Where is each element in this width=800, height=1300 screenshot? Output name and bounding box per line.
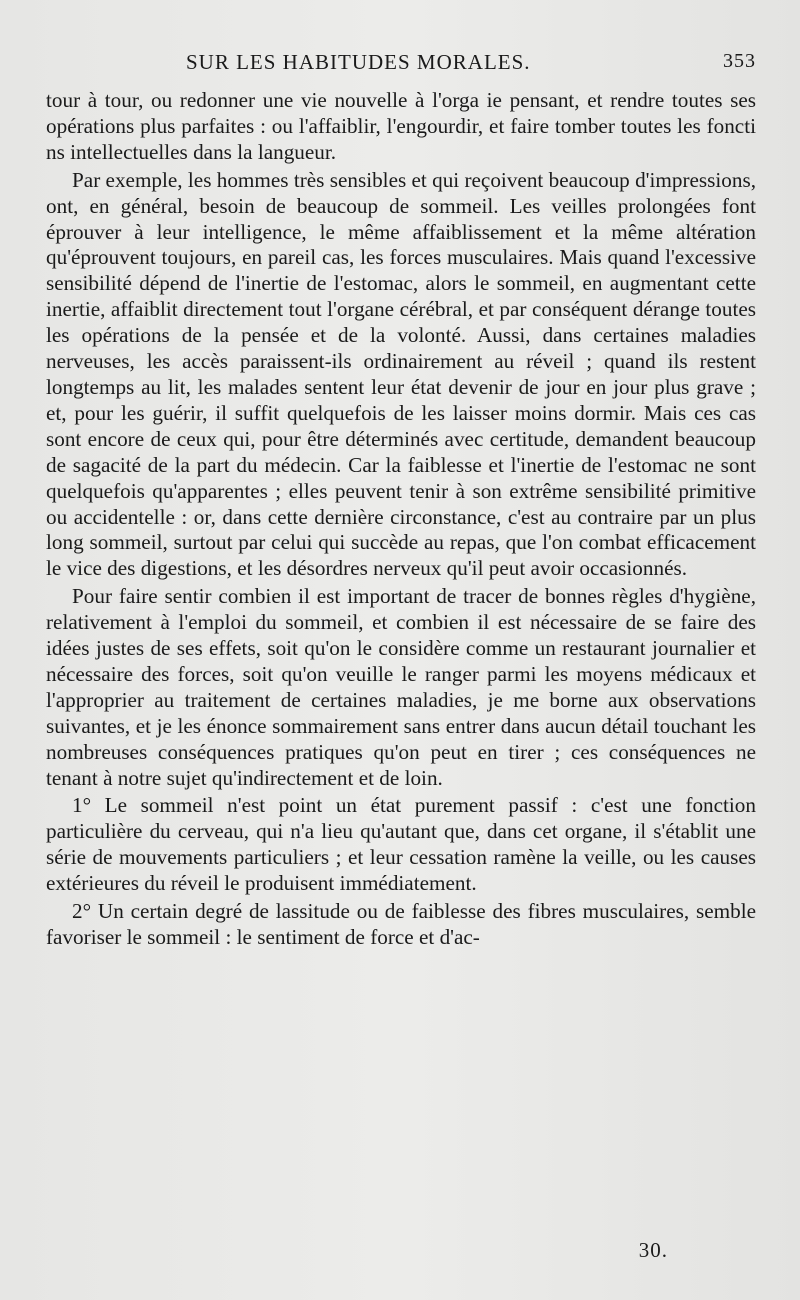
page-number: 353 bbox=[723, 50, 756, 72]
signature-mark: 30. bbox=[638, 1238, 668, 1262]
paragraph-item-2: 2° Un certain degré de lassitude ou de faiblesse des fibres musculaires, semble favoriser le sommeil : le sentiment de force et d'ac- bbox=[46, 899, 756, 949]
paragraph-continuation: tour à tour, ou redonner une vie nouvelle à l'orga ie pensant, et rendre toutes ses opérations plus parfaites : ou l'affaiblir, l'engourdir, et faire tomber toutes les foncti ns intellectuelles dans la langueur. bbox=[46, 88, 756, 164]
running-head bbox=[46, 50, 756, 88]
body-text bbox=[46, 88, 756, 951]
running-title: SUR LES HABITUDES MORALES. bbox=[186, 50, 531, 74]
paragraph: Par exemple, les hommes très sensibles et qui reçoivent beaucoup d'impressions, ont, en général, besoin de beaucoup de sommeil. Les veilles prolongées font éprouver à leur intelligence, le même affaiblissement et la même altération qu'éprouvent toujours, en pareil cas, les forces musculaires. Mais quand l'excessive sensibilité dépend de l'inertie de l'estomac, alors le sommeil, en augmentant cette inertie, affaiblit directement tout l'organe cérébral, et par conséquent dérange toutes les opérations de la pensée et de la volonté. Aussi, dans certaines maladies nerveuses, les accès paraissent-ils ordinairement au réveil ; quand ils restent longtemps au lit, les malades sentent leur état devenir de jour en jour plus grave ; et, pour les guérir, il suffit quelquefois de les laisser moins dormir. Mais ces cas sont encore de ceux qui, pour être déterminés avec certitude, demandent beaucoup de sagacité de la part du médecin. Car la faiblesse et l'inertie de l'estomac ne sont quelquefois qu'apparentes ; elles peuvent tenir à son extrême sensibilité primitive ou accidentelle : or, dans cette dernière circonstance, c'est au contraire par un plus long sommeil, surtout par celui qui succède au repas, que l'on combat efficacement le vice des digestions, et les désordres nerveux qu'il peut avoir occasionnés. bbox=[46, 167, 757, 581]
paragraph-item-1: 1° Le sommeil n'est point un état purement passif : c'est une fonction particulière du cerveau, qui n'a lieu qu'autant que, dans cet organe, il s'établit une série de mouvements particuliers ; et leur cessation ramène la veille, ou les causes extérieures du réveil le produisent immédiatement. bbox=[46, 793, 756, 896]
paragraph: Pour faire sentir combien il est important de tracer de bonnes règles d'hygiène, relativement à l'emploi du sommeil, et combien il est nécessaire de se faire des idées justes de ses effets, soit qu'on le considère comme un restaurant journalier et nécessaire des forces, soit qu'on veuille le ranger parmi les moyens médicaux et l'approprier au traitement de certaines maladies, je me borne aux observations suivantes, et je les énonce sommairement sans entrer dans aucun détail touchant les nombreuses conséquences pratiques qu'on peut en tirer ; ces conséquences ne tenant à notre sujet qu'indirectement et de loin. bbox=[46, 584, 756, 790]
